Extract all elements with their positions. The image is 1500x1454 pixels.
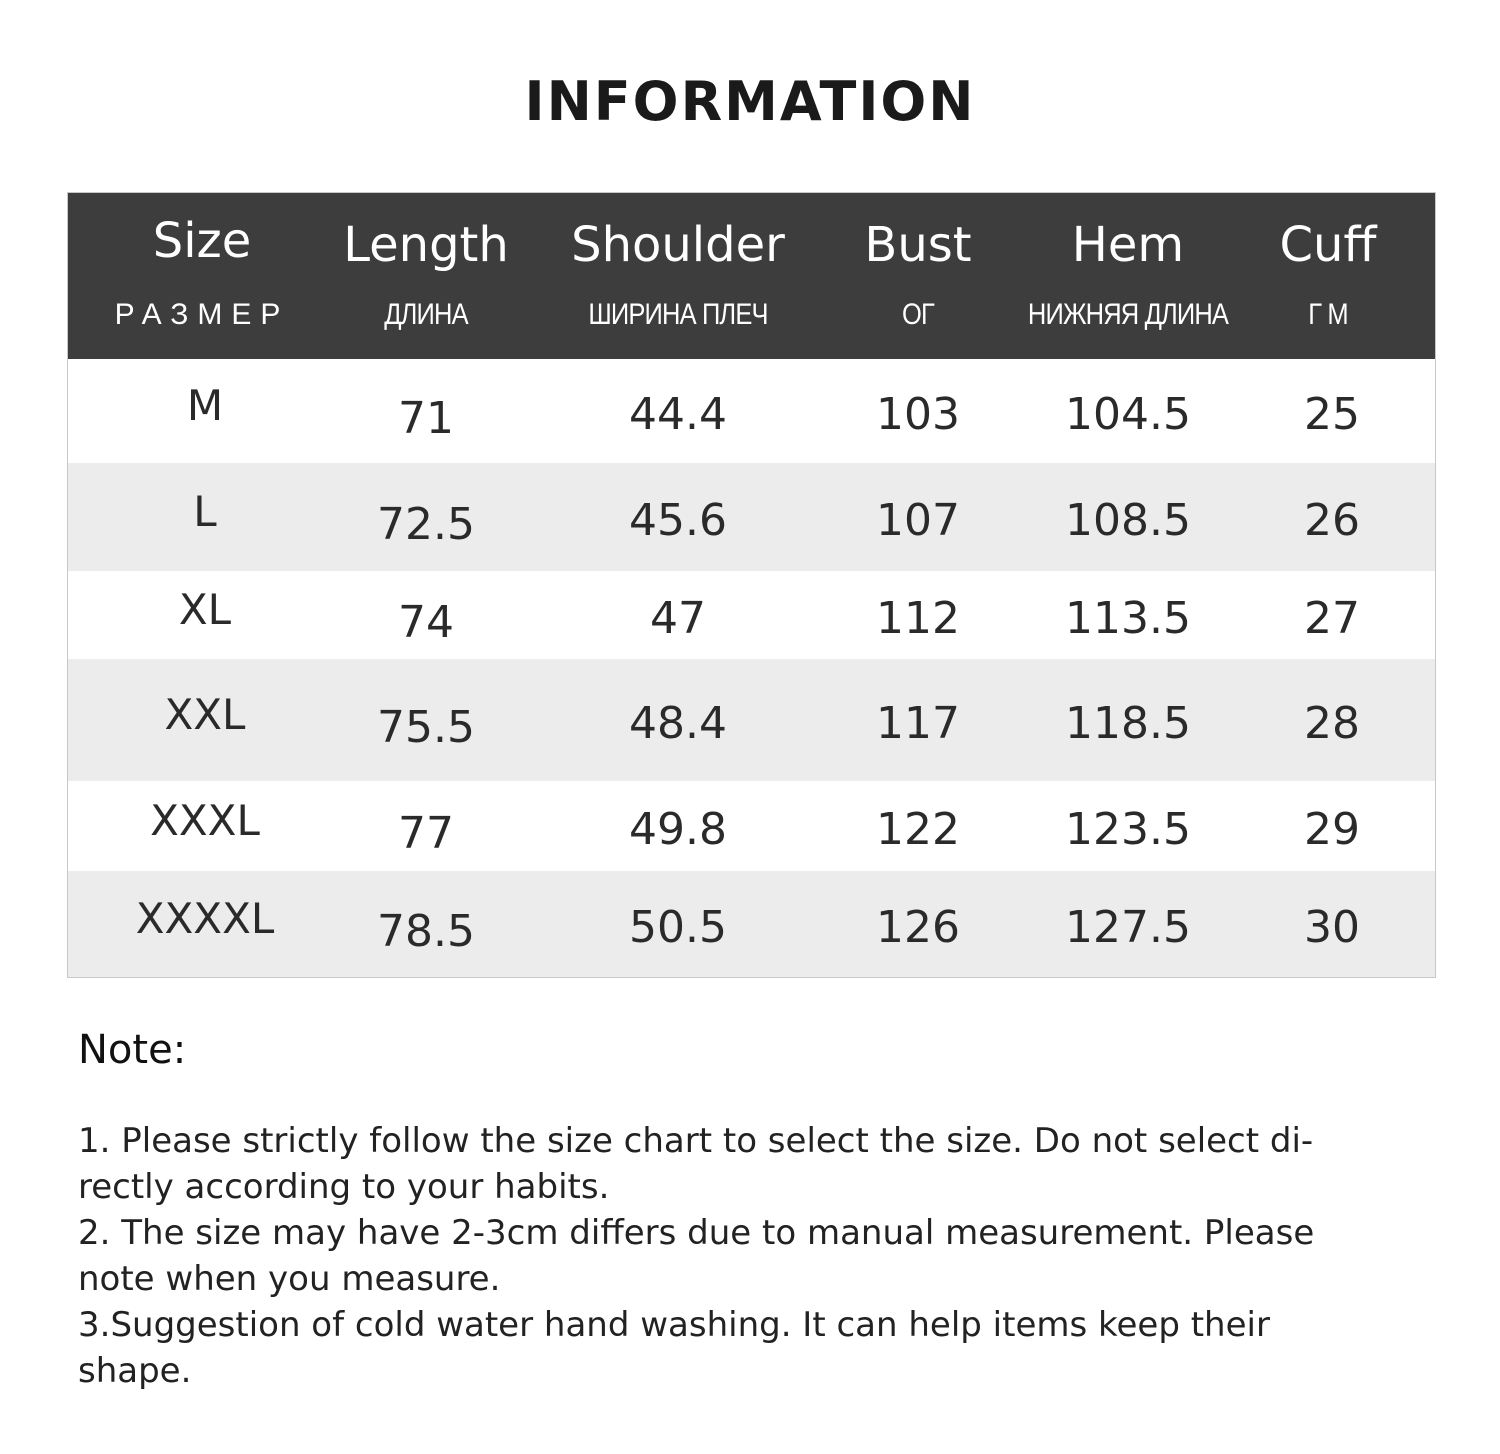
cell-bust: 117 [876, 697, 960, 749]
header-hem-label-ru: НИЖНЯЯ ДЛИНА [1027, 298, 1229, 331]
cell-cuff: 29 [1304, 803, 1360, 855]
cell-cuff: 27 [1304, 592, 1360, 644]
header-cuff-label: Cuff [1279, 217, 1377, 273]
size-chart-table [67, 192, 1436, 978]
cell-hem: 108.5 [1065, 494, 1191, 546]
table-row [68, 463, 1435, 571]
cell-bust: 107 [876, 494, 960, 546]
cell-length: 72.5 [377, 498, 475, 550]
cell-cuff: 26 [1304, 494, 1360, 546]
header-hem [1008, 193, 1248, 359]
cell-shoulder: 49.8 [629, 803, 727, 855]
cell-length: 77 [398, 807, 454, 859]
cell-shoulder: 50.5 [629, 901, 727, 953]
note-heading: Note: [78, 1027, 187, 1073]
cell-bust: 103 [876, 388, 960, 440]
table-row [68, 571, 1435, 659]
cell-size: XL [178, 584, 232, 634]
table-row [68, 659, 1435, 781]
note-line: 3.Suggestion of cold water hand washing. It can help items keep their [78, 1305, 1270, 1345]
cell-hem: 123.5 [1065, 803, 1191, 855]
table-row [68, 781, 1435, 871]
cell-size: XXXL [150, 795, 260, 845]
cell-shoulder: 47 [650, 592, 706, 644]
cell-cuff: 28 [1304, 697, 1360, 749]
cell-size: M [186, 380, 224, 430]
header-bust [838, 193, 998, 359]
cell-length: 74 [398, 596, 454, 648]
cell-bust: 112 [876, 592, 960, 644]
cell-size: L [193, 486, 217, 536]
header-size [68, 193, 336, 359]
cell-cuff: 30 [1304, 901, 1360, 953]
page-title: INFORMATION [524, 70, 976, 133]
note-line: 1. Please strictly follow the size chart to select the size. Do not select di- [78, 1121, 1314, 1161]
cell-cuff: 25 [1304, 388, 1360, 440]
cell-length: 75.5 [377, 701, 475, 753]
header-bust-label-ru: ОГ [902, 298, 934, 331]
header-length [336, 193, 516, 359]
note-line: note when you measure. [78, 1259, 501, 1299]
cell-size: XXL [164, 689, 246, 739]
cell-shoulder: 44.4 [629, 388, 727, 440]
header-bust-label: Bust [864, 217, 972, 273]
notes-list [78, 1118, 1438, 1394]
cell-size: XXXXL [135, 893, 275, 943]
table-row [68, 871, 1435, 977]
header-hem-label: Hem [1071, 217, 1185, 273]
header-shoulder [556, 193, 800, 359]
header-length-label-ru: ДЛИНА [384, 298, 468, 331]
cell-length: 78.5 [377, 905, 475, 957]
note-line: 2. The size may have 2-3cm differs due to manual measurement. Please [78, 1213, 1315, 1253]
cell-hem: 113.5 [1065, 592, 1191, 644]
cell-bust: 126 [876, 901, 960, 953]
header-length-label: Length [343, 217, 509, 273]
header-size-label-ru: РАЗМЕР [114, 298, 290, 331]
cell-hem: 104.5 [1065, 388, 1191, 440]
header-shoulder-label: Shoulder [571, 217, 785, 273]
header-size-label: Size [152, 213, 252, 269]
header-cuff-label-ru: Г М [1308, 298, 1348, 331]
cell-hem: 127.5 [1065, 901, 1191, 953]
note-line: rectly according to your habits. [78, 1167, 610, 1207]
cell-bust: 122 [876, 803, 960, 855]
table-row [68, 359, 1435, 463]
header-shoulder-label-ru: ШИРИНА ПЛЕЧ [588, 298, 768, 331]
cell-shoulder: 45.6 [629, 494, 727, 546]
header-cuff [1248, 193, 1408, 359]
cell-hem: 118.5 [1065, 697, 1191, 749]
note-line: shape. [78, 1351, 192, 1391]
cell-shoulder: 48.4 [629, 697, 727, 749]
cell-length: 71 [398, 392, 454, 444]
table-header [68, 193, 1435, 359]
